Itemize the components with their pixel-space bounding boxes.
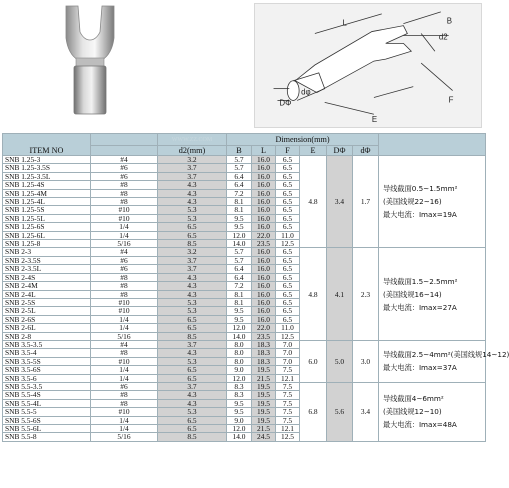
screw-size: #8 [91,181,158,189]
e-value: 6.8 [300,382,327,441]
big-d-value: 3.4 [327,156,353,248]
small-d-value: 2.3 [353,248,379,340]
l-value: 19.5 [252,391,276,399]
l-value: 16.0 [252,198,276,206]
spec-table-body [3,155,509,442]
d2-value: 8.5 [158,433,227,441]
b-value: 8.3 [227,391,252,399]
l-value: 16.0 [252,273,276,281]
f-value: 6.5 [276,298,300,306]
b-value: 5.7 [227,156,252,164]
label-dphi-big: DΦ [279,98,292,108]
item-no: SNB 2-4S [3,273,91,281]
f-value: 6.5 [276,307,300,315]
l-value: 21.5 [252,374,276,382]
screw-size: 5/16 [91,240,158,248]
d2-value: 5.3 [158,307,227,315]
screw-size: #10 [91,298,158,306]
item-no: SNB 3.5-6 [3,374,91,382]
d2-value: 3.2 [158,248,227,256]
header-d: dΦ [353,146,379,156]
b-value: 8.1 [227,290,252,298]
screw-size: #8 [91,189,158,197]
item-no: SNB 1.25-4M [3,189,91,197]
item-no: SNB 5.5-4L [3,399,91,407]
l-value: 24.5 [252,433,276,441]
e-value: 6.0 [300,340,327,382]
screw-size: #10 [91,408,158,416]
screw-size: 1/4 [91,223,158,231]
l-value: 16.0 [252,282,276,290]
small-d-value: 1.7 [353,156,379,248]
b-value: 9.5 [227,315,252,323]
header-B: B [227,146,252,156]
table-row [3,340,486,348]
screw-size: #4 [91,340,158,348]
d2-value: 6.5 [158,374,227,382]
header-L: L [252,146,276,156]
item-no: SNB 1.25-8 [3,240,91,248]
l-value: 23.5 [252,332,276,340]
screw-size: 5/16 [91,433,158,441]
d2-value: 6.5 [158,416,227,424]
note-line: 最大电流：Imax=19A [383,210,457,220]
screw-size: #6 [91,172,158,180]
f-value: 12.5 [276,332,300,340]
d2-value: 3.7 [158,265,227,273]
item-no: SNB 3.5-5S [3,357,91,365]
screw-size: 1/4 [91,366,158,374]
table-row [3,156,486,164]
screw-size: #4 [91,156,158,164]
screw-size: #8 [91,349,158,357]
d2-value: 6.5 [158,366,227,374]
item-no: SNB 1.25-3.5S [3,164,91,172]
item-no: SNB 1.25-3 [3,156,91,164]
table-row [3,382,486,390]
screw-size: 1/4 [91,425,158,433]
f-value: 7.5 [276,382,300,390]
l-value: 16.0 [252,214,276,222]
d2-value: 6.5 [158,324,227,332]
item-no: SNB 1.25-4S [3,181,91,189]
header-item-no: ITEM NO [3,134,91,156]
item-no: SNB 1.25-3.5L [3,172,91,180]
f-value: 6.5 [276,214,300,222]
big-d-value: 5.0 [327,340,353,382]
f-value: 6.5 [276,156,300,164]
d2-value: 5.3 [158,408,227,416]
e-value: 4.8 [300,156,327,248]
f-value: 6.5 [276,206,300,214]
label-d2: d2 [438,32,448,42]
l-value: 21.5 [252,425,276,433]
b-value: 5.7 [227,256,252,264]
screw-size: #6 [91,164,158,172]
f-value: 7.0 [276,349,300,357]
note-line: 导线截面0.5~1.5mm² [383,184,458,194]
note-line: (美国线规16~14) [383,289,442,299]
d2-value: 3.7 [158,164,227,172]
b-value: 6.4 [227,265,252,273]
f-value: 6.5 [276,223,300,231]
b-value: 8.3 [227,382,252,390]
f-value: 7.0 [276,340,300,348]
screw-size: #6 [91,265,158,273]
f-value: 12.5 [276,240,300,248]
item-no: SNB 2-5S [3,298,91,306]
item-no: SNB 2-3.5S [3,256,91,264]
b-value: 12.0 [227,425,252,433]
small-d-value: 3.4 [353,382,379,441]
dimension-drawing [254,3,482,128]
item-no: SNB 1.25-5L [3,214,91,222]
header-E: E [300,146,327,156]
header-note [379,134,486,156]
l-value: 16.0 [252,248,276,256]
header-dimension: Dimension(mm) [227,134,379,146]
l-value: 18.3 [252,340,276,348]
l-value: 16.0 [252,223,276,231]
l-value: 16.0 [252,164,276,172]
d2-value: 4.3 [158,273,227,281]
f-value: 6.5 [276,315,300,323]
b-value: 9.5 [227,214,252,222]
wire-spec-note [379,340,509,382]
item-no: SNB 3.5-4 [3,349,91,357]
note-line: 最大电流：Imax=27A [383,302,457,312]
b-value: 8.0 [227,357,252,365]
l-value: 16.0 [252,315,276,323]
item-no: SNB 2-4L [3,290,91,298]
screw-size: 1/4 [91,315,158,323]
item-no: SNB 3.5-6S [3,366,91,374]
table-row [3,248,486,256]
note-line: (美国线规22~16) [383,197,442,207]
item-no: SNB 5.5-6S [3,416,91,424]
l-value: 19.5 [252,416,276,424]
d2-value: 3.7 [158,340,227,348]
header-blank [91,134,158,146]
big-d-value: 4.1 [327,248,353,340]
b-value: 6.4 [227,172,252,180]
l-value: 16.0 [252,265,276,273]
f-value: 12.1 [276,374,300,382]
b-value: 9.0 [227,366,252,374]
d2-value: 4.3 [158,198,227,206]
d2-value: 6.5 [158,425,227,433]
d2-value: 6.5 [158,231,227,239]
b-value: 12.0 [227,231,252,239]
l-value: 19.5 [252,382,276,390]
screw-size: #10 [91,206,158,214]
b-value: 5.7 [227,164,252,172]
d2-value: 4.3 [158,399,227,407]
b-value: 7.2 [227,189,252,197]
product-photo [58,2,122,118]
d2-value: 3.7 [158,382,227,390]
l-value: 18.3 [252,349,276,357]
b-value: 14.0 [227,332,252,340]
d2-value: 4.3 [158,391,227,399]
note-line: (美国线规12~10) [383,407,442,417]
l-value: 19.5 [252,366,276,374]
f-value: 7.5 [276,399,300,407]
f-value: 6.5 [276,189,300,197]
b-value: 14.0 [227,433,252,441]
header-d2: d2(mm) [158,146,227,156]
l-value: 22.0 [252,324,276,332]
header-screw [91,146,158,156]
screw-size: 1/4 [91,324,158,332]
f-value: 6.5 [276,181,300,189]
l-value: 16.0 [252,256,276,264]
b-value: 8.0 [227,340,252,348]
screw-size: 1/4 [91,374,158,382]
f-value: 6.5 [276,273,300,281]
d2-value: 5.3 [158,298,227,306]
screw-size: 1/4 [91,231,158,239]
l-value: 18.3 [252,357,276,365]
f-value: 12.5 [276,433,300,441]
l-value: 16.0 [252,172,276,180]
f-value: 6.5 [276,265,300,273]
d2-value: 4.3 [158,181,227,189]
f-value: 6.5 [276,164,300,172]
screw-size: 5/16 [91,332,158,340]
f-value: 6.5 [276,248,300,256]
wire-spec-note [379,382,486,441]
screw-size: #8 [91,198,158,206]
item-no: SNB 2-6L [3,324,91,332]
note-line: 最大电流：Imax=37A [383,363,457,373]
l-value: 16.0 [252,307,276,315]
f-value: 6.5 [276,172,300,180]
header-F: F [276,146,300,156]
b-value: 9.5 [227,408,252,416]
item-no: SNB 2-3.5L [3,265,91,273]
l-value: 19.5 [252,399,276,407]
f-value: 7.5 [276,408,300,416]
note-line: 导线截面4~6mm² [383,394,444,404]
item-no: SNB 5.5-8 [3,433,91,441]
f-value: 11.0 [276,231,300,239]
d2-value: 6.5 [158,315,227,323]
note-line: 导线截面2.5~4mm²(美国线规14~12) [383,350,509,360]
f-value: 7.5 [276,391,300,399]
item-no: SNB 1.25-6L [3,231,91,239]
item-no: SNB 2-3 [3,248,91,256]
f-value: 7.5 [276,366,300,374]
d2-value: 4.3 [158,290,227,298]
d2-value: 5.3 [158,206,227,214]
screw-size: #8 [91,290,158,298]
d2-value: 3.7 [158,256,227,264]
l-value: 16.0 [252,298,276,306]
header-watermark: WWW.ZZ.COM [158,134,227,146]
item-no: SNB 1.25-6S [3,223,91,231]
item-no: SNB 2-8 [3,332,91,340]
b-value: 9.5 [227,399,252,407]
d2-value: 4.3 [158,349,227,357]
screw-size: #10 [91,307,158,315]
b-value: 12.0 [227,324,252,332]
screw-size: 1/4 [91,416,158,424]
label-F: F [448,95,454,105]
spec-table [2,133,509,442]
d2-value: 4.3 [158,189,227,197]
f-value: 7.5 [276,416,300,424]
item-no: SNB 2-4M [3,282,91,290]
item-no: SNB 5.5-5 [3,408,91,416]
screw-size: #8 [91,391,158,399]
label-dphi-small: dφ [301,87,311,97]
screw-size: #10 [91,214,158,222]
f-value: 6.5 [276,256,300,264]
b-value: 6.4 [227,273,252,281]
f-value: 11.0 [276,324,300,332]
l-value: 16.0 [252,189,276,197]
d2-value: 4.3 [158,282,227,290]
item-no: SNB 1.25-4L [3,198,91,206]
e-value: 4.8 [300,248,327,340]
b-value: 6.4 [227,181,252,189]
d2-value: 5.3 [158,214,227,222]
b-value: 5.7 [227,248,252,256]
item-no: SNB 2-6S [3,315,91,323]
item-no: SNB 1.25-5S [3,206,91,214]
b-value: 9.5 [227,307,252,315]
b-value: 8.0 [227,349,252,357]
item-no: SNB 5.5-3.5 [3,382,91,390]
l-value: 22.0 [252,231,276,239]
label-L: L [342,18,347,28]
screw-size: #8 [91,273,158,281]
item-no: SNB 2-5L [3,307,91,315]
label-E: E [371,115,378,125]
l-value: 16.0 [252,156,276,164]
small-d-value: 3.0 [353,340,379,382]
b-value: 7.2 [227,282,252,290]
l-value: 16.0 [252,206,276,214]
wire-spec-note [379,248,486,340]
d2-value: 3.2 [158,156,227,164]
d2-value: 6.5 [158,223,227,231]
screw-size: #8 [91,399,158,407]
b-value: 8.1 [227,198,252,206]
screw-size: #6 [91,382,158,390]
f-value: 7.0 [276,357,300,365]
big-d-value: 5.6 [327,382,353,441]
note-line: 最大电流：Imax=48A [383,420,457,430]
b-value: 9.5 [227,223,252,231]
item-no: SNB 3.5-3.5 [3,340,91,348]
d2-value: 5.3 [158,357,227,365]
b-value: 8.1 [227,206,252,214]
item-no: SNB 5.5-6L [3,425,91,433]
screw-size: #8 [91,282,158,290]
f-value: 6.5 [276,282,300,290]
note-line: 导线截面1.5~2.5mm² [383,276,458,286]
screw-size: #10 [91,357,158,365]
l-value: 19.5 [252,408,276,416]
f-value: 6.5 [276,290,300,298]
b-value: 12.0 [227,374,252,382]
d2-value: 3.7 [158,172,227,180]
label-B: B [446,16,452,26]
l-value: 16.0 [252,181,276,189]
l-value: 23.5 [252,240,276,248]
d2-value: 8.5 [158,240,227,248]
b-value: 8.1 [227,298,252,306]
b-value: 14.0 [227,240,252,248]
b-value: 9.0 [227,416,252,424]
l-value: 16.0 [252,290,276,298]
wire-spec-note [379,156,486,248]
f-value: 6.5 [276,198,300,206]
d2-value: 8.5 [158,332,227,340]
header-D: DΦ [327,146,353,156]
f-value: 12.1 [276,425,300,433]
item-no: SNB 5.5-4S [3,391,91,399]
screw-size: #6 [91,256,158,264]
screw-size: #4 [91,248,158,256]
